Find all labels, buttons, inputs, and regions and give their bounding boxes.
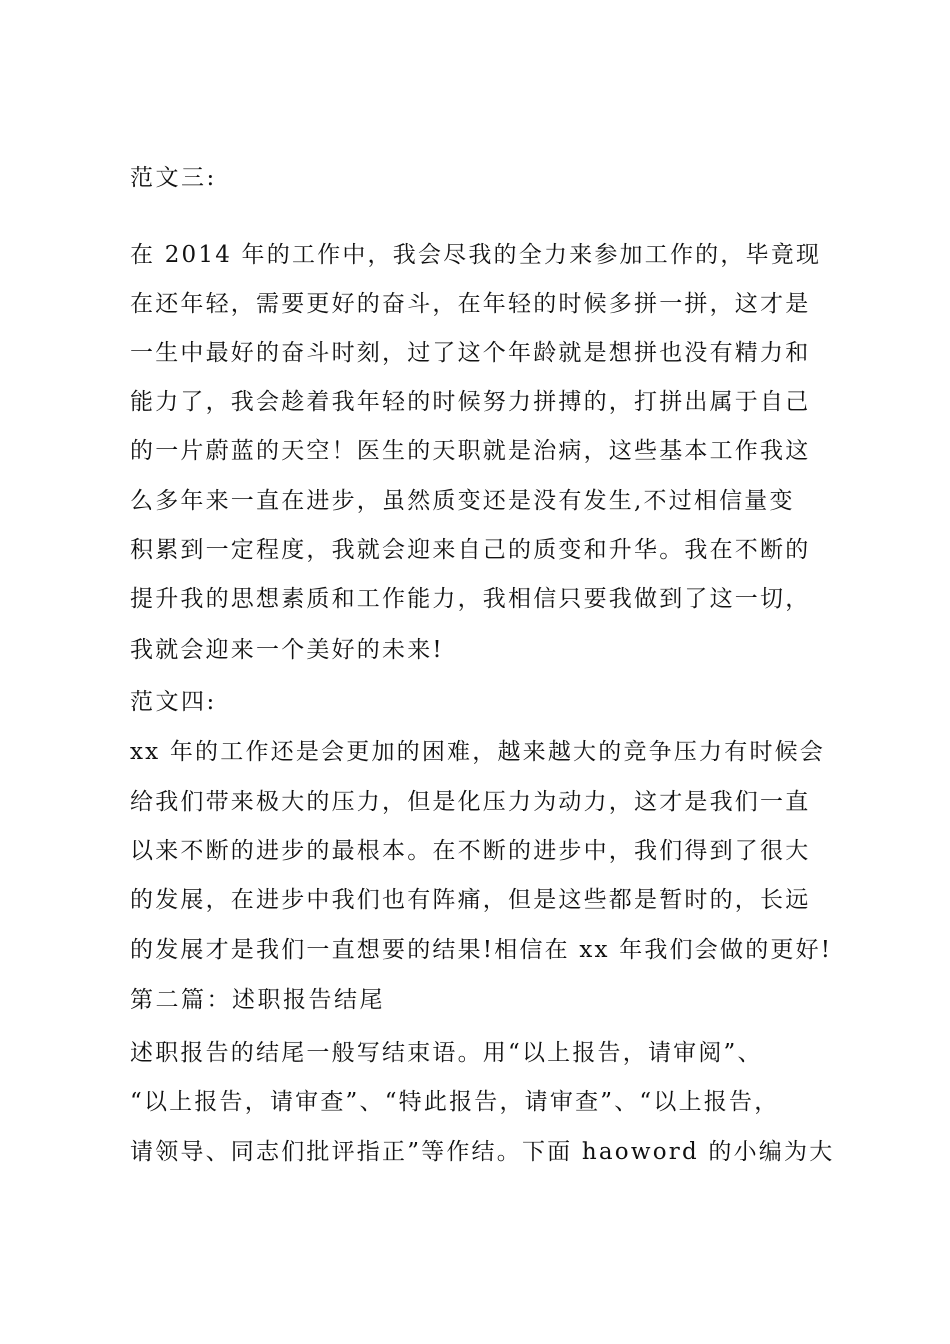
section4-line-5: 的发展才是我们一直想要的结果!相信在 xx 年我们会做的更好!: [130, 937, 833, 963]
section4-line-1: xx 年的工作还是会更加的困难，越来越大的竞争压力有时候会: [130, 739, 826, 765]
part2-line-3: 请领导、同志们批评指正”等作结。下面 haoword 的小编为大: [130, 1139, 835, 1165]
section3-line-3: 一生中最好的奋斗时刻，过了这个年龄就是想拼也没有精力和: [130, 340, 811, 366]
part2-line-1: 述职报告的结尾一般写结束语。用“以上报告，请审阅”、: [130, 1040, 763, 1066]
section4-line-3: 以来不断的进步的最根本。在不断的进步中，我们得到了很大: [130, 838, 811, 864]
section4-heading: 范文四:: [130, 689, 217, 715]
section4-line-2: 给我们带来极大的压力，但是化压力为动力，这才是我们一直: [130, 789, 811, 815]
section4-line-4: 的发展，在进步中我们也有阵痛，但是这些都是暂时的，长远: [130, 887, 811, 913]
section3-line-5: 的一片蔚蓝的天空！医生的天职就是治病，这些基本工作我这: [130, 438, 811, 464]
section3-line-6: 么多年来一直在进步，虽然质变还是没有发生,不过相信量变: [130, 488, 795, 514]
section3-heading: 范文三:: [130, 165, 217, 191]
section3-line-9: 我就会迎来一个美好的未来!: [130, 637, 444, 663]
part2-line-2: “以上报告，请审查”、“特此报告，请审查”、“以上报告，: [130, 1089, 780, 1115]
part2-heading: 第二篇：述职报告结尾: [130, 987, 385, 1013]
section3-line-1: 在 2014 年的工作中，我会尽我的全力来参加工作的，毕竟现: [130, 242, 822, 268]
section3-line-4: 能力了，我会趁着我年轻的时候努力拼搏的，打拼出属于自己: [130, 389, 811, 415]
section3-line-7: 积累到一定程度，我就会迎来自己的质变和升华。我在不断的: [130, 537, 811, 563]
section3-line-2: 在还年轻，需要更好的奋斗，在年轻的时候多拼一拼，这才是: [130, 291, 811, 317]
section3-line-8: 提升我的思想素质和工作能力，我相信只要我做到了这一切，: [130, 586, 811, 612]
